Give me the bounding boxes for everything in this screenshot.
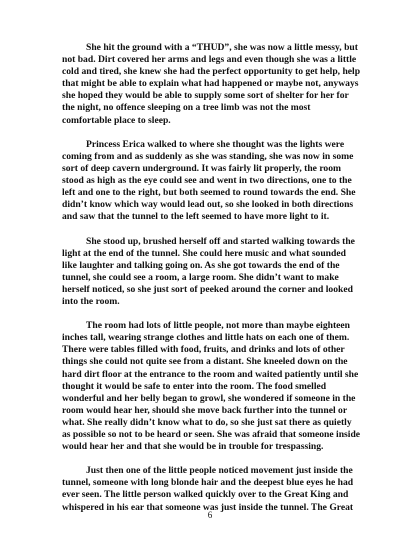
- paragraph: Princess Erica walked to where she thought was the lights were coming from and as suddenly as she was standing, she was now in some sort of deep cavern underground. It was fairly lit properly, the room stood as high as the eye could see and went in two directions, one to the left and one to the right, but both seemed to round towards the end. She didn’t know which way would lead out, so she looked in both directions and saw that the tunnel to the left seemed to have more light to it.: [62, 138, 356, 223]
- paragraph: The room had lots of little people, not more than maybe eighteen inches tall, wearing strange clothes and little hats on each one of them. There were tables filled with food, fruits, and drinks and lots of other things she could not quite see from a distant. She kneeled down on the hard dirt floor at the entrance to the room and waited patiently until she thought it would be safe to enter into the room. The food smelled wonderful and her belly began to growl, she wondered if someone in the room would hear her, should she move back further into the tunnel or what. She really didn’t know what to do, so she just sat there as quietly as possible so not to be heard or seen. She was afraid that someone inside would hear her and that she would be in trouble for trespassing.: [62, 320, 361, 453]
- paragraph: Just then one of the little people noticed movement just inside the tunnel, someone with long blonde hair and the deepest blue eyes he had ever seen. The little person walked quickly over to the Great King and whispered in his ear that someone was just inside the tunnel. The Great: [62, 465, 354, 513]
- paragraph: She hit the ground with a “THUD”, she was now a little messy, but not bad. Dirt covered her arms and legs and even though she was a little cold and tired, she knew she had the perfect opportunity to get help, help that might be able to explain what had happened or maybe not, anyways she hoped they would be able to supply some sort of shelter for her for the night, no offence sleeping on a tree limb was not the most comfortable place to sleep.: [62, 42, 361, 126]
- page-number: 6: [207, 510, 213, 520]
- paragraph: She stood up, brushed herself off and started walking towards the light at the end of the tunnel. She could here music and what sounded like laughter and talking going on. As she got towards the end of the tunnel, she could see a room, a large room. She didn’t want to make herself noticed, so she just sort of peeked around the corner and looked into the room.: [62, 235, 355, 307]
- body-text: [62, 42, 362, 526]
